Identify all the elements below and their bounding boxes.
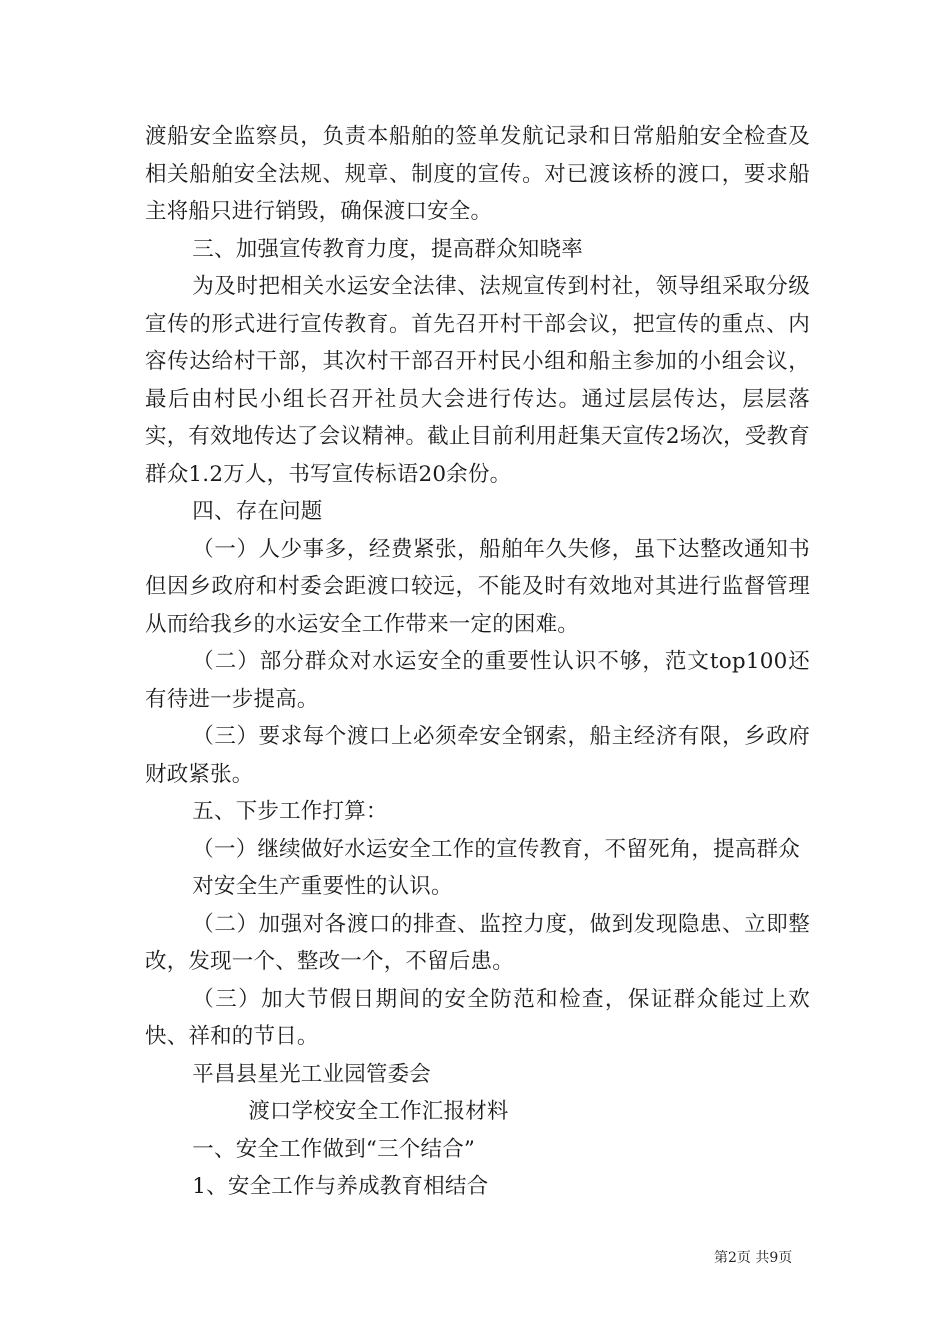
document-body bbox=[145, 118, 810, 1206]
heading-item-one: 1、安全工作与养成教育相结合 bbox=[192, 1174, 489, 1199]
organization-signature: 平昌县星光工业园管委会 bbox=[192, 1061, 431, 1087]
paragraph-problem-one: （一）人少事多，经费紧张，船舶年久失修，虽下达整改通知书但因乡政府和村委会距渡口较远，不能及时有效地对其进行监督管理从而给我乡的水运安全工作带来一定的困难。 bbox=[145, 536, 810, 637]
paragraph-problem-three: （三）要求每个渡口上必须牵安全钢索，船主经济有限，乡政府财政紧张。 bbox=[145, 724, 810, 787]
heading-three-combinations: 一、安全工作做到“三个结合” bbox=[192, 1136, 476, 1162]
paragraph-plan-three: （三）加大节假日期间的安全防范和检查，保证群众能过上欢快、祥和的节日。 bbox=[145, 986, 810, 1049]
footer-middle: 页 共 bbox=[736, 1250, 770, 1266]
footer-current-page: 2 bbox=[728, 1250, 737, 1266]
footer-suffix: 页 bbox=[778, 1250, 793, 1266]
heading-section-three: 三、加强宣传教育力度，提高群众知晓率 bbox=[192, 236, 583, 262]
footer-prefix: 第 bbox=[714, 1250, 728, 1266]
heading-section-five: 五、下步工作打算： bbox=[192, 799, 388, 824]
paragraph-duchuan-inspector: 渡船安全监察员，负责本船舶的签单发航记录和日常船舶安全检查及相关船舶安全法规、规章、制度的宣传。对已渡该桥的渡口，要求船主将船只进行销毁，确保渡口安全。 bbox=[145, 124, 810, 224]
paragraph-plan-one: （一）继续做好水运安全工作的宣传教育，不留死角，提高群众 bbox=[192, 836, 800, 862]
paragraph-plan-one-continued: 对安全生产重要性的认识。 bbox=[192, 874, 453, 899]
heading-section-four: 四、存在问题 bbox=[192, 499, 323, 524]
paragraph-problem-two: （二）部分群众对水运安全的重要性认识不够，范文top100还有待进一步提高。 bbox=[145, 649, 810, 712]
footer-total-pages: 9 bbox=[769, 1250, 779, 1266]
paragraph-publicity: 为及时把相关水运安全法律、法规宣传到村社，领导组采取分级宣传的形式进行宣传教育。首先召开村干部会议，把宣传的重点、内容传达给村干部，其次村干部召开村民小组和船主参加的小组会议，最后由村民小组长召开社员大会进行传达。通过层层传达，层层落实，有效地传达了会议精神。截止目前利用赶集天宣传2场次，受教育群众1.2万人，书写宣传标语20余份。 bbox=[145, 274, 810, 487]
paragraph-plan-two: （二）加强对各渡口的排查、监控力度，做到发现隐患、立即整改，发现一个、整改一个，不留后患。 bbox=[145, 911, 810, 974]
document-title-school-safety: 渡口学校安全工作汇报材料 bbox=[248, 1099, 509, 1124]
page-number-footer bbox=[714, 1247, 792, 1267]
